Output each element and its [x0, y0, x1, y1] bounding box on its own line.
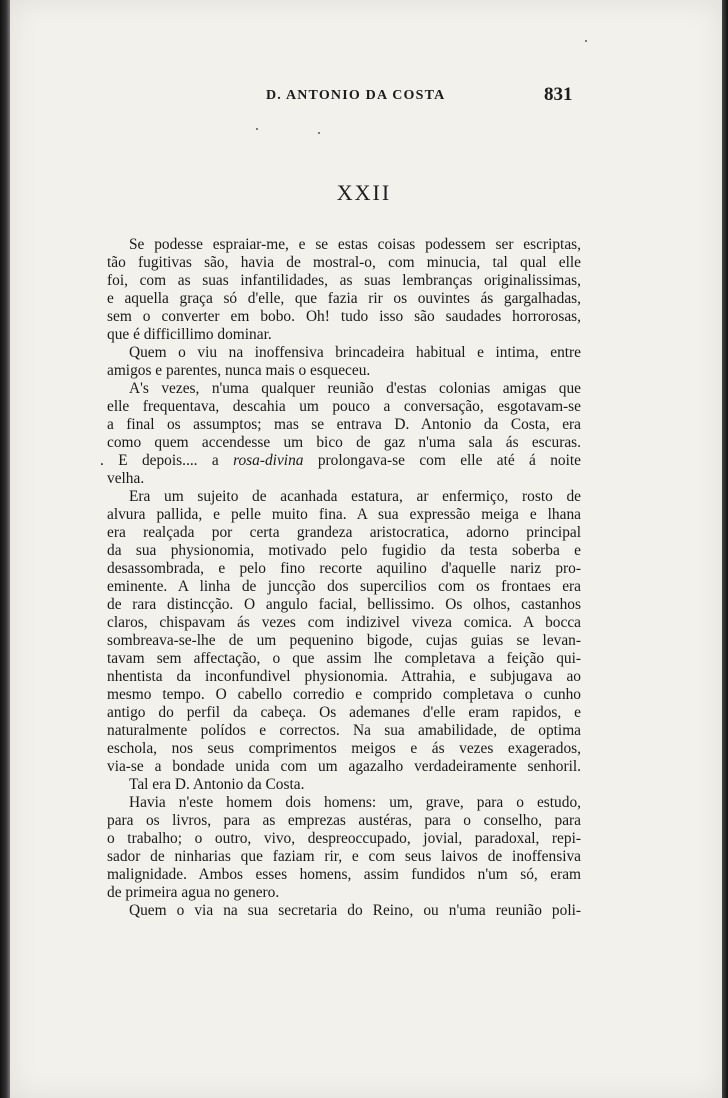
text-line: sombreava-se-lhe de um pequenino bigode, cujas guias se levan-	[107, 632, 581, 649]
text-line: Tal era D. Antonio da Costa.	[129, 776, 305, 793]
text-line: Quem o viu na inoffensiva brincadeira habitual e intima, entre	[129, 344, 581, 361]
text-line: nhentista da inconfundivel physionomia. Attrahia, e subjugava ao	[107, 668, 581, 685]
text-line: Era um sujeito de acanhada estatura, ar enfermiço, rosto de	[129, 488, 581, 505]
text-line: naturalmente polídos e correctos. Na sua amabilidade, de optima	[107, 722, 581, 739]
text-line: tavam sem affectação, o que assim lhe completava a feição qui-	[107, 650, 581, 667]
text-line: antigo do perfil da cabeça. Os ademanes d'elle eram rapidos, e	[107, 704, 581, 721]
text-line: sador de ninharias que faziam rir, e com seus laivos de inoffensiva	[107, 848, 581, 865]
book-page	[10, 0, 722, 1098]
text-line: A's vezes, n'uma qualquer reunião d'estas colonias amigas que	[129, 380, 581, 397]
body-text	[100, 236, 582, 920]
text-line: eschola, nos seus comprimentos meigos e ás vezes exagerados,	[107, 740, 581, 757]
text-line: tão fugitivas são, havia de mostral-o, com minucia, tal qual elle	[107, 254, 581, 271]
text-line: foi, com as suas infantilidades, as suas lembranças originalissimas,	[107, 272, 581, 289]
page-edge-left	[0, 0, 10, 1098]
text-line: da sua physionomia, motivado pelo fugidio da testa soberba e	[107, 542, 581, 559]
text-line: . E depois.... a rosa-divina prolongava-se com elle até á noite	[100, 452, 582, 469]
running-head: D. ANTONIO DA COSTA	[266, 88, 446, 103]
paper-speck	[585, 40, 587, 42]
text-line: para os livros, para as emprezas austéras, para o conselho, para	[107, 812, 581, 829]
text-line: e aquella graça só d'elle, que fazia rir os ouvintes ás gargalhadas,	[107, 290, 581, 307]
text-line: malignidade. Ambos esses homens, assim fundidos n'um só, eram	[107, 866, 581, 883]
text-line: Havia n'este homem dois homens: um, grave, para o estudo,	[129, 794, 581, 811]
text-line: era realçada por certa grandeza aristocratica, adorno principal	[107, 524, 581, 541]
text-line: claros, chispavam ás vezes com indizivel viveza comica. A bocca	[107, 614, 581, 631]
text-line: alvura pallida, e pelle muito fina. A sua expressão meiga e lhana	[107, 506, 581, 523]
text-line: mesmo tempo. O cabello corredio e comprido completava o cunho	[107, 686, 581, 703]
page-number: 831	[544, 84, 573, 105]
text-line: desassombrada, e pelo fino recorte aquilino d'aquelle nariz pro-	[107, 560, 581, 577]
text-line: que é difficillimo dominar.	[107, 326, 272, 343]
paper-speck	[256, 128, 258, 130]
text-line: como quem accendesse um bico de gaz n'uma sala ás escuras.	[107, 434, 581, 451]
text-line: a final os assumptos; mas se entrava D. Antonio da Costa, era	[107, 416, 581, 433]
paper-speck	[318, 132, 320, 134]
text-line: velha.	[107, 470, 145, 487]
text-line: Quem o via na sua secretaria do Reino, ou n'uma reunião poli-	[129, 902, 581, 919]
text-line: via-se a bondade unida com um agazalho verdadeiramente senhoril.	[107, 758, 581, 775]
chapter-heading: XXII	[336, 180, 392, 205]
text-line: de rara distincção. O angulo facial, bellissimo. Os olhos, castanhos	[107, 596, 581, 613]
text-line: eminente. A linha de juncção dos supercilios com os frontaes era	[107, 578, 581, 595]
text-line: de primeira agua no genero.	[107, 884, 280, 901]
page-edge-right	[722, 0, 728, 1098]
text-line: sem o converter em bobo. Oh! tudo isso são saudades horrorosas,	[107, 308, 581, 325]
text-line: elle frequentava, descahia um pouco a conversação, esgotavam-se	[107, 398, 581, 415]
text-line: Se podesse espraiar-me, e se estas coisas podessem ser escriptas,	[129, 236, 581, 253]
text-line: o trabalho; o outro, vivo, despreoccupado, jovial, paradoxal, repi-	[107, 830, 581, 847]
text-line: amigos e parentes, nunca mais o esqueceu.	[107, 362, 371, 379]
